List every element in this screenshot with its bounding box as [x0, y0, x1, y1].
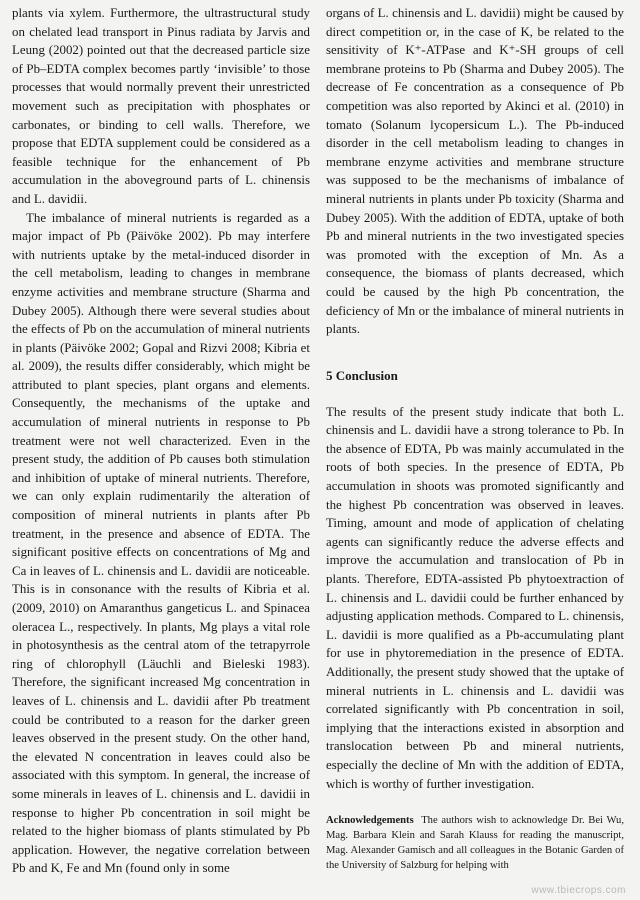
acknowledgements-text: The authors wish to acknowledge Dr. Bei Wu, Mag. Barbara Klein and Sarah Klauss for reading the manuscript, Mag. Alexander Gamisch and all colleagues in the Botanic Garden of the University of Salzburg for helping with — [326, 815, 624, 872]
paragraph-xylem-transport: plants via xylem. Furthermore, the ultrastructural study on chelated lead transport in Pinus radiata by Jarvis and Leung (2002) pointed out that the decreased particle size of Pb–EDTA complex becomes partly ‘invisible’ to those processes that would normally prevent their unrestricted movement such as precipitation with phosphates or carbonates, or binding to cell walls. Therefore, we propose that EDTA supplement could be considered as a feasible technique for the enhancement of Pb accumulation in the aboveground parts of L. chinensis and L. davidii. — [12, 6, 310, 206]
watermark: www.tbiecrops.com — [531, 885, 626, 896]
paragraph-competition: organs of L. chinensis and L. davidii) might be caused by direct competition or, in the case of K, be related to the sensitivity of K⁺-ATPase and K⁺-SH groups of cell membrane proteins to Pb (Sharma and Dubey 2005). The decrease of Fe concentration as a consequence of Pb competition was also reported by Akinci et al. (2010) in tomato (Solanum lycopersicum L.). The Pb-induced disorder in the cell metabolism leading to changes in membrane enzyme activities and membrane structure was supposed to be the mechanisms of imbalance of mineral nutrients in plants under Pb toxicity (Sharma and Dubey 2005). With the addition of EDTA, uptake of both Pb and mineral nutrients in the two investigated species was promoted with the exception of Mn. As a consequence, the biomass of plants decreased, which could be caused by the high Pb concentration, the deficiency of Mn or the imbalance of mineral nutrients in plants. — [326, 6, 624, 337]
right-column — [326, 4, 624, 900]
paragraph-mineral-nutrients: The imbalance of mineral nutrients is regarded as a major impact of Pb (Päivöke 2002). Pb may interfere with nutrients uptake by the metal-induced disorder in the cell metabolism, leading to changes in membrane enzyme activities and membrane structure (Sharma and Dubey 2005). Although there were several studies about the effects of Pb on the accumulation of mineral nutrients in plants (Päivöke 2002; Gopal and Rizvi 2008; Kibria et al. 2009), the results differ considerably, which might be attributed to plant species, plant organs and elements. Consequently, the mechanisms of the uptake and accumulation of mineral nutrients in response to Pb treatment were not well characterized. Even in the present study, the addition of Pb causes both stimulation and inhibition of uptake of mineral nutrients. Therefore, we can only explain rudimentarily the alteration of composition of mineral nutrients in plants after Pb treatment, in the presence and absence of EDTA. The significant positive effects on concentrations of Mg and Ca in leaves of L. chinensis and L. davidii are noticeable. This is in consonance with the results of Kibria et al. (2009, 2010) on Amaranthus gangeticus L. and Spinacea oleracea L., respectively. In plants, Mg plays a vital role in photosynthesis as the central atom of the tetrapyrrole ring of chlorophyll (Läuchli and Bieleski 1983). Therefore, the significant increased Mg concentration in leaves of L. chinensis and L. davidii after Pb treatment could be contributed to a reason for the darker green leaves observed in the present study. On the other hand, the elevated N concentration in leaves could also be associated with this symptom. In general, the increase of some minerals in leaves of L. chinensis and L. davidii in response to higher Pb concentration in soil might be related to the higher biomass of plants stimulated by Pb application. However, the negative correlation between Pb and K, Fe and Mn (found only in some — [12, 210, 310, 876]
acknowledgements — [326, 813, 624, 873]
paragraph-conclusion: The results of the present study indicate that both L. chinensis and L. davidii have a strong tolerance to Pb. In the absence of EDTA, Pb was mainly accumulated in the roots of both species. In the presence of EDTA, Pb accumulation in shoots was promoted significantly and the highest Pb concentration was observed in leaves. Timing, amount and mode of application of chelating agents can significantly reduce the adverse effects and improve the accumulation and translocation of Pb in plants. Therefore, EDTA-assisted Pb phytoextraction of L. chinensis and L. davidii could be further enhanced by adjusting application methods. Compared to L. chinensis, L. davidii is more qualified as a Pb-accumulating plant for use in phytoremediation in the presence of EDTA. Additionally, the present study showed that the uptake of mineral nutrients in L. chinensis and L. davidii was correlated significantly with Pb concentration in soil, implying that the interactions existed in absorption and translocation between Pb and mineral nutrients, especially the decline of Mn with the addition of EDTA, which is worthy of further investigation. — [326, 404, 624, 791]
acknowledgements-heading: Acknowledgements — [326, 815, 414, 827]
section-heading-conclusion: 5 Conclusion — [326, 367, 398, 383]
left-column — [12, 4, 310, 900]
